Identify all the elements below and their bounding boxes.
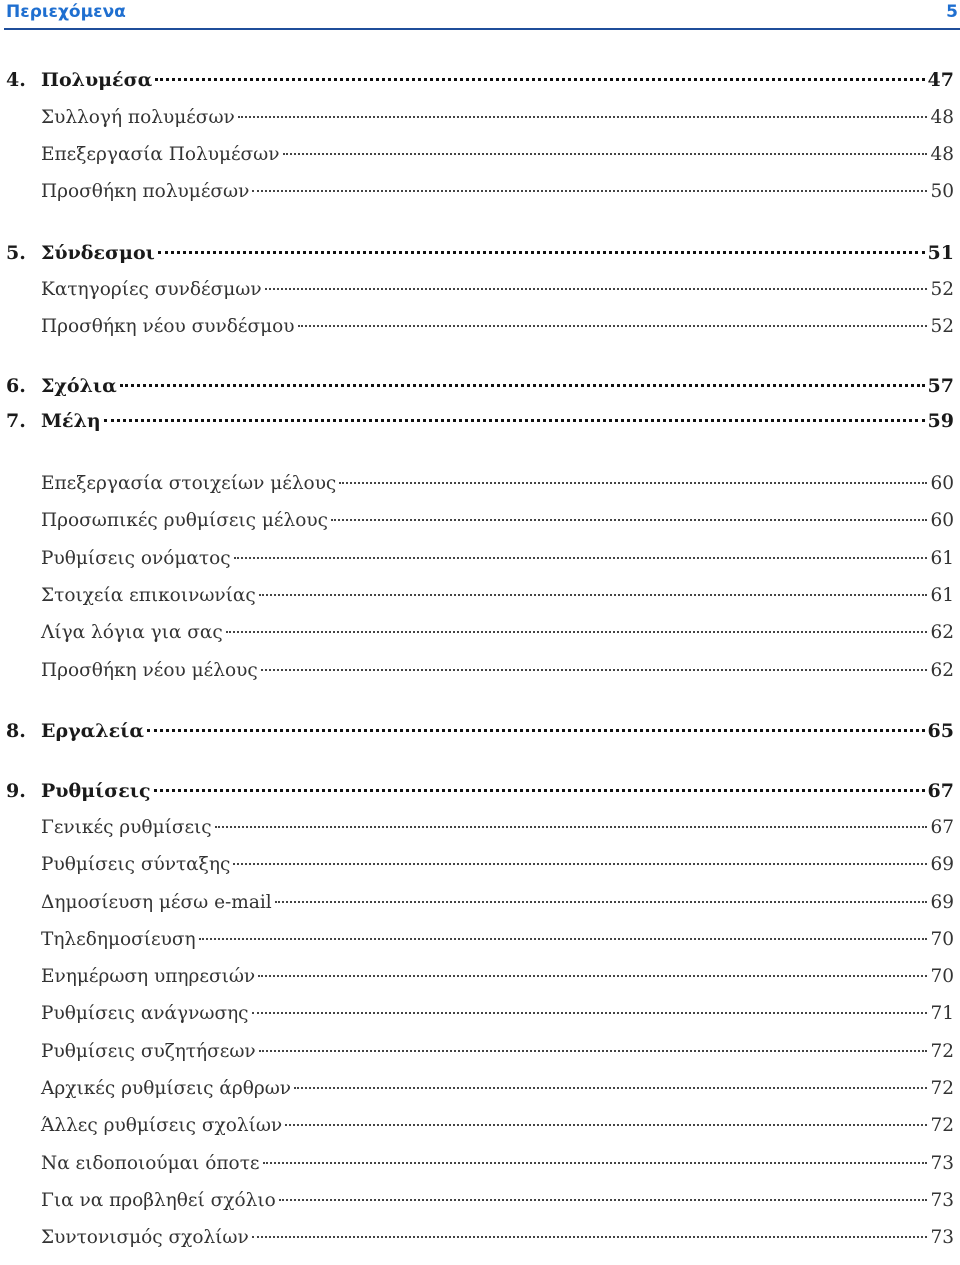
toc-chapter-entry[interactable] xyxy=(0,778,954,804)
dot-leader xyxy=(158,251,925,254)
toc-section-entry[interactable] xyxy=(0,1001,954,1027)
toc-entry-label: Αρχικές ρυθμίσεις άρθρων xyxy=(41,1078,292,1099)
toc-section-entry[interactable] xyxy=(0,583,954,609)
toc-chapter-entry[interactable] xyxy=(0,373,954,399)
toc-entry-label: Ρυθμίσεις xyxy=(41,780,151,802)
toc-entry-label: Στοιχεία επικοινωνίας xyxy=(41,585,256,606)
toc-entry-label: Σύνδεσμοι xyxy=(41,242,155,264)
toc-page-number: 69 xyxy=(930,854,954,875)
toc-page-number: 61 xyxy=(930,548,954,569)
toc-page-number: 48 xyxy=(930,144,954,165)
dot-leader xyxy=(259,594,927,596)
toc-section-entry[interactable] xyxy=(0,890,954,916)
toc-section-entry[interactable] xyxy=(0,964,954,990)
toc-entry-label: Συλλογή πολυμέσων xyxy=(41,107,235,128)
toc-section-entry[interactable] xyxy=(0,815,954,841)
toc-entry-label: Κατηγορίες συνδέσμων xyxy=(41,279,262,300)
dot-leader xyxy=(298,325,928,327)
toc-page-number: 60 xyxy=(930,510,954,531)
toc-section-entry[interactable] xyxy=(0,1225,954,1251)
dot-leader xyxy=(120,384,925,387)
toc-page-number: 47 xyxy=(927,69,954,91)
dot-leader xyxy=(215,826,927,828)
toc-section-entry[interactable] xyxy=(0,1039,954,1065)
toc-section-entry[interactable] xyxy=(0,546,954,572)
toc-entry-label: Λίγα λόγια για σας xyxy=(41,622,223,643)
toc-entry-label: Δημοσίευση μέσω e-mail xyxy=(41,892,272,913)
toc-page-number: 62 xyxy=(930,622,954,643)
toc-entry-label: Προσθήκη νέου μέλους xyxy=(41,660,258,681)
toc-entry-label: Προσωπικές ρυθμίσεις μέλους xyxy=(41,510,328,531)
toc-page-number: 50 xyxy=(930,181,954,202)
toc-section-entry[interactable] xyxy=(0,1113,954,1139)
toc-section-entry[interactable] xyxy=(0,927,954,953)
toc-section-entry[interactable] xyxy=(0,179,954,205)
header-title: Περιεχόμενα xyxy=(6,2,126,22)
toc-entry-label: Μέλη xyxy=(41,410,101,432)
toc-page-number: 73 xyxy=(930,1190,954,1211)
toc-entry-label: Σχόλια xyxy=(41,375,117,397)
toc-page-number: 69 xyxy=(930,892,954,913)
toc-page-number: 52 xyxy=(930,316,954,337)
toc-entry-label: Προσθήκη νέου συνδέσμου xyxy=(41,316,295,337)
toc-page-number: 72 xyxy=(930,1115,954,1136)
dot-leader xyxy=(285,1124,927,1126)
dot-leader xyxy=(155,78,924,81)
dot-leader xyxy=(294,1087,927,1089)
toc-chapter-entry[interactable] xyxy=(0,718,954,744)
toc-page-number: 61 xyxy=(930,585,954,606)
toc-entry-label: Άλλες ρυθμίσεις σχολίων xyxy=(41,1115,283,1136)
dot-leader xyxy=(226,631,927,633)
toc-page-number: 65 xyxy=(927,720,954,742)
toc-page-number: 48 xyxy=(930,107,954,128)
toc-page-number: 72 xyxy=(930,1078,954,1099)
toc-section-entry[interactable] xyxy=(0,508,954,534)
header-page-number: 5 xyxy=(946,2,958,22)
toc-chapter-entry[interactable] xyxy=(0,408,954,434)
toc-chapter-number: 8. xyxy=(6,720,26,742)
toc-entry-label: Προσθήκη πολυμέσων xyxy=(41,181,250,202)
toc-page-number: 73 xyxy=(930,1227,954,1248)
toc-page-number: 57 xyxy=(927,375,954,397)
toc-entry-label: Γενικές ρυθμίσεις xyxy=(41,817,212,838)
dot-leader xyxy=(283,153,927,155)
dot-leader xyxy=(263,1162,927,1164)
toc-page-number: 67 xyxy=(930,817,954,838)
toc-chapter-number: 4. xyxy=(6,69,26,91)
toc-entry-label: Εργαλεία xyxy=(41,720,144,742)
toc-page-number: 73 xyxy=(930,1153,954,1174)
toc-chapter-number: 6. xyxy=(6,375,26,397)
dot-leader xyxy=(252,1236,927,1238)
dot-leader xyxy=(339,482,927,484)
dot-leader xyxy=(154,789,925,792)
dot-leader xyxy=(258,975,927,977)
toc-entry-label: Ενημέρωση υπηρεσιών xyxy=(41,966,256,987)
toc-page-number: 71 xyxy=(930,1003,954,1024)
toc-chapter-number: 9. xyxy=(6,780,26,802)
dot-leader xyxy=(234,557,927,559)
dot-leader xyxy=(199,938,927,940)
toc-entry-label: Για να προβληθεί σχόλιο xyxy=(41,1190,276,1211)
dot-leader xyxy=(261,669,927,671)
dot-leader xyxy=(252,190,927,192)
toc-page-number: 59 xyxy=(927,410,954,432)
toc-entry-label: Ρυθμίσεις συζητήσεων xyxy=(41,1041,256,1062)
toc-section-entry[interactable] xyxy=(0,1076,954,1102)
toc-section-entry[interactable] xyxy=(0,277,954,303)
toc-entry-label: Τηλεδημοσίευση xyxy=(41,929,196,950)
toc-section-entry[interactable] xyxy=(0,142,954,168)
dot-leader xyxy=(265,288,927,290)
dot-leader xyxy=(275,901,927,903)
dot-leader xyxy=(331,519,927,521)
toc-section-entry[interactable] xyxy=(0,620,954,646)
toc-entry-label: Ρυθμίσεις ονόματος xyxy=(41,548,231,569)
toc-page-number: 70 xyxy=(930,966,954,987)
toc-section-entry[interactable] xyxy=(0,852,954,878)
toc-entry-label: Ρυθμίσεις ανάγνωσης xyxy=(41,1003,249,1024)
toc-entry-label: Να ειδοποιούμαι όποτε xyxy=(41,1153,260,1174)
toc-page-number: 60 xyxy=(930,473,954,494)
toc-chapter-entry[interactable] xyxy=(0,240,954,266)
toc-chapter-number: 7. xyxy=(6,410,26,432)
toc-section-entry[interactable] xyxy=(0,1151,954,1177)
toc-section-entry[interactable] xyxy=(0,314,954,340)
toc-section-entry[interactable] xyxy=(0,105,954,131)
toc-chapter-number: 5. xyxy=(6,242,26,264)
toc-page-number: 72 xyxy=(930,1041,954,1062)
toc-entry-label: Πολυμέσα xyxy=(41,69,153,91)
toc-page-number: 62 xyxy=(930,660,954,681)
dot-leader xyxy=(259,1050,927,1052)
dot-leader xyxy=(104,419,925,422)
toc-page-number: 67 xyxy=(927,780,954,802)
dot-leader xyxy=(279,1199,927,1201)
toc-page-number: 52 xyxy=(930,279,954,300)
toc-entry-label: Ρυθμίσεις σύνταξης xyxy=(41,854,231,875)
toc-chapter-entry[interactable] xyxy=(0,67,954,93)
dot-leader xyxy=(252,1012,927,1014)
toc-page-number: 70 xyxy=(930,929,954,950)
toc-section-entry[interactable] xyxy=(0,1188,954,1214)
toc-entry-label: Επεξεργασία στοιχείων μέλους xyxy=(41,473,337,494)
toc-section-entry[interactable] xyxy=(0,471,954,497)
toc-entry-label: Επεξεργασία Πολυμέσων xyxy=(41,144,280,165)
toc-entry-label: Συντονισμός σχολίων xyxy=(41,1227,249,1248)
toc-section-entry[interactable] xyxy=(0,658,954,684)
toc-page-number: 51 xyxy=(927,242,954,264)
dot-leader xyxy=(238,116,927,118)
dot-leader xyxy=(233,863,927,865)
dot-leader xyxy=(147,729,925,732)
